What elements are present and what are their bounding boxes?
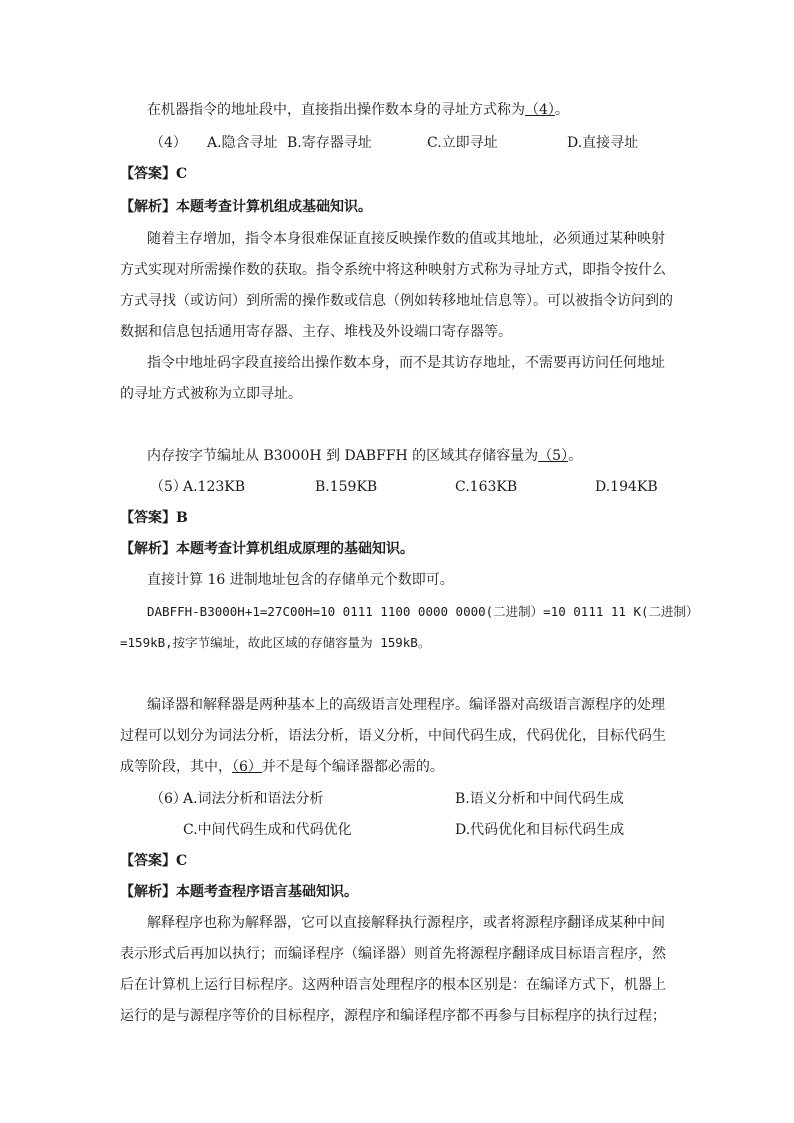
q5-analysis-line: 直接计算 16 进制地址包含的存储单元个数即可。 bbox=[147, 572, 454, 588]
q5-option-b: B.159KB bbox=[315, 479, 378, 495]
q4-analysis-line: 的寻址方式被称为立即寻址。 bbox=[120, 386, 302, 402]
q5-analysis-line: =159kB,按字节编址，故此区域的存储容量为 159kB。 bbox=[120, 635, 431, 650]
q4-analysis-line: 指令中地址码字段直接给出操作数本身，而不是其访存地址，不需要再访问任何地址 bbox=[147, 355, 665, 371]
q4-blank: （4） bbox=[525, 102, 555, 118]
q6-answer: 【答案】C bbox=[120, 853, 188, 869]
q4-analysis-heading: 【解析】本题考查计算机组成基础知识。 bbox=[120, 199, 372, 215]
q6-stem-line: 成等阶段，其中，（6）并不是每个编译器都必需的。 bbox=[120, 759, 444, 775]
q6-number: （6） bbox=[150, 791, 187, 807]
q5-option-c: C.163KB bbox=[455, 479, 518, 495]
q5-analysis-formula: DABFFH-B3000H+1=27C00H=10 0111 1100 0000 0000(二进制）=10 0111 11 K(二进制） bbox=[147, 604, 699, 619]
q4-option-d: D.直接寻址 bbox=[567, 135, 639, 151]
q4-analysis-line: 数据和信息包括通用寄存器、主存、堆栈及外设端口寄存器等。 bbox=[120, 324, 512, 340]
q6-option-c: C.中间代码生成和代码优化 bbox=[183, 822, 352, 838]
q6-stem-line: 编译器和解释器是两种基本上的高级语言处理程序。编译器对高级语言源程序的处理 bbox=[147, 697, 665, 713]
q5-option-d: D.194KB bbox=[595, 479, 658, 495]
q6-blank: （6） bbox=[232, 759, 262, 775]
q4-options bbox=[150, 133, 187, 153]
q6-analysis-line: 表示形式后再加以执行；而编译程序（编译器）则首先将源程序翻译成目标语言程序，然 bbox=[120, 946, 666, 962]
q6-option-d: D.代码优化和目标代码生成 bbox=[455, 822, 625, 838]
q4-analysis-line: 随着主存增加，指令本身很难保证直接反映操作数的值或其地址，必须通过某种映射 bbox=[147, 231, 665, 247]
q6-option-a: A.词法分析和语法分析 bbox=[183, 791, 324, 807]
q5-option-a: A.123KB bbox=[183, 479, 246, 495]
q6-analysis-line: 解释程序也称为解释器，它可以直接解释执行源程序，或者将源程序翻译成某种中间 bbox=[147, 915, 665, 931]
q4-analysis-line: 方式寻找（或访问）到所需的操作数或信息（例如转移地址信息等）。可以被指令访问到的 bbox=[120, 293, 673, 309]
q4-analysis-line: 方式实现对所需操作数的获取。指令系统中将这种映射方式称为寻址方式，即指令按什么 bbox=[120, 262, 666, 278]
q4-option-b: B.寄存器寻址 bbox=[287, 135, 372, 151]
q6-stem-line: 过程可以划分为词法分析，语法分析，语义分析，中间代码生成，代码优化，目标代码生 bbox=[120, 728, 666, 744]
q4-answer: 【答案】C bbox=[120, 166, 188, 182]
q4-option-a: A.隐含寻址 bbox=[207, 135, 278, 151]
q5-number: （5） bbox=[150, 479, 187, 495]
q5-stem: 内存按字节编址从 B3000H 到 DABFFH 的区域其存储容量为（5）。 bbox=[147, 448, 583, 464]
q4-number: （4） bbox=[150, 135, 187, 151]
q5-analysis-heading: 【解析】本题考查计算机组成原理的基础知识。 bbox=[120, 541, 414, 557]
q6-analysis-line: 后在计算机上运行目标程序。这两种语言处理程序的根本区别是：在编译方式下，机器上 bbox=[120, 977, 666, 993]
q5-answer: 【答案】B bbox=[120, 510, 188, 526]
q4-option-c: C.立即寻址 bbox=[427, 135, 498, 151]
q5-blank: （5） bbox=[538, 448, 569, 464]
q6-analysis-line: 运行的是与源程序等价的目标程序，源程序和编译程序都不再参与目标程序的执行过程； bbox=[120, 1008, 666, 1024]
q6-analysis-heading: 【解析】本题考查程序语言基础知识。 bbox=[120, 884, 358, 900]
q6-option-b: B.语义分析和中间代码生成 bbox=[455, 791, 624, 807]
q4-stem: 在机器指令的地址段中，直接指出操作数本身的寻址方式称为（4）。 bbox=[147, 102, 569, 118]
